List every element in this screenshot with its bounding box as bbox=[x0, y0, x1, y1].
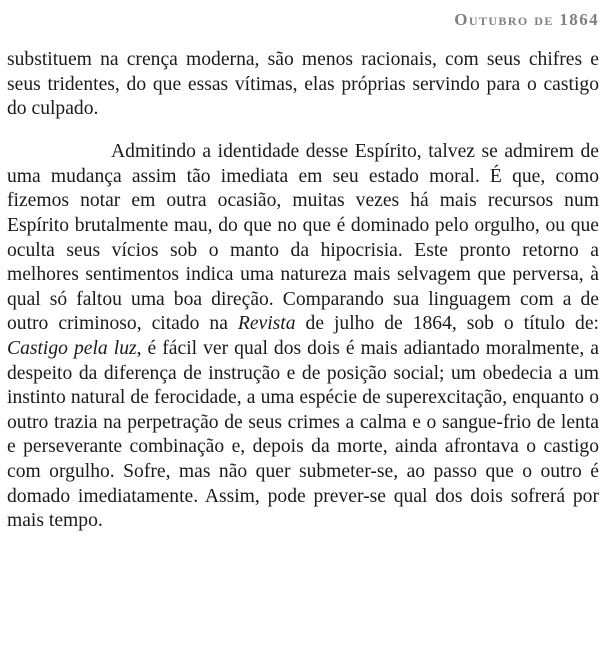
paragraph-continuation: substituem na crença moderna, são menos racionais, com seus chifres e seus tridentes, do que essas vítimas, elas próprias servindo para o castigo do culpado. bbox=[7, 49, 599, 120]
running-header-title: Outubro de 1864 bbox=[454, 10, 599, 29]
italic-article-title: Castigo pela luz bbox=[7, 338, 137, 360]
paragraph-text-segment: , é fácil ver qual dos dois é mais adiantado moralmente, a despeito da diferença de instrução e de posição social; um obedecia a um instinto natural de ferocidade, a uma espécie de superexcitação, enquanto o outro trazia na perpetração de seus crimes a calma e o sangue-frio de lenta e perseverante combinação e, depois da morte, ainda afrontava o castigo com orgulho. Sofre, mas não quer submeter-se, ao passo que o outro é domado imediatamente. Assim, pode prever-se qual dos dois sofrerá por mais tempo. bbox=[7, 338, 599, 532]
paragraph-commentary bbox=[7, 140, 599, 534]
page-body bbox=[7, 48, 599, 534]
paragraph-text-segment: de julho de 1864, sob o título de: bbox=[295, 313, 599, 335]
italic-journal-title: Revista bbox=[237, 313, 296, 335]
paragraph-text-segment: Admitindo a identidade desse Espírito, talvez se admirem de uma mudança assim tão imediata em seu estado moral. É que, como fizemos notar em outra ocasião, muitas vezes há mais recursos num Espírito brutalmente mau, do que no que é dominado pelo orgulho, ou que oculta seus vícios sob o manto da hipocrisia. Este pronto retorno a melhores sentimentos indica uma natureza mais selvagem que perversa, à qual só faltou uma boa direção. Comparando sua linguagem com a de outro criminoso, citado na bbox=[7, 141, 599, 335]
